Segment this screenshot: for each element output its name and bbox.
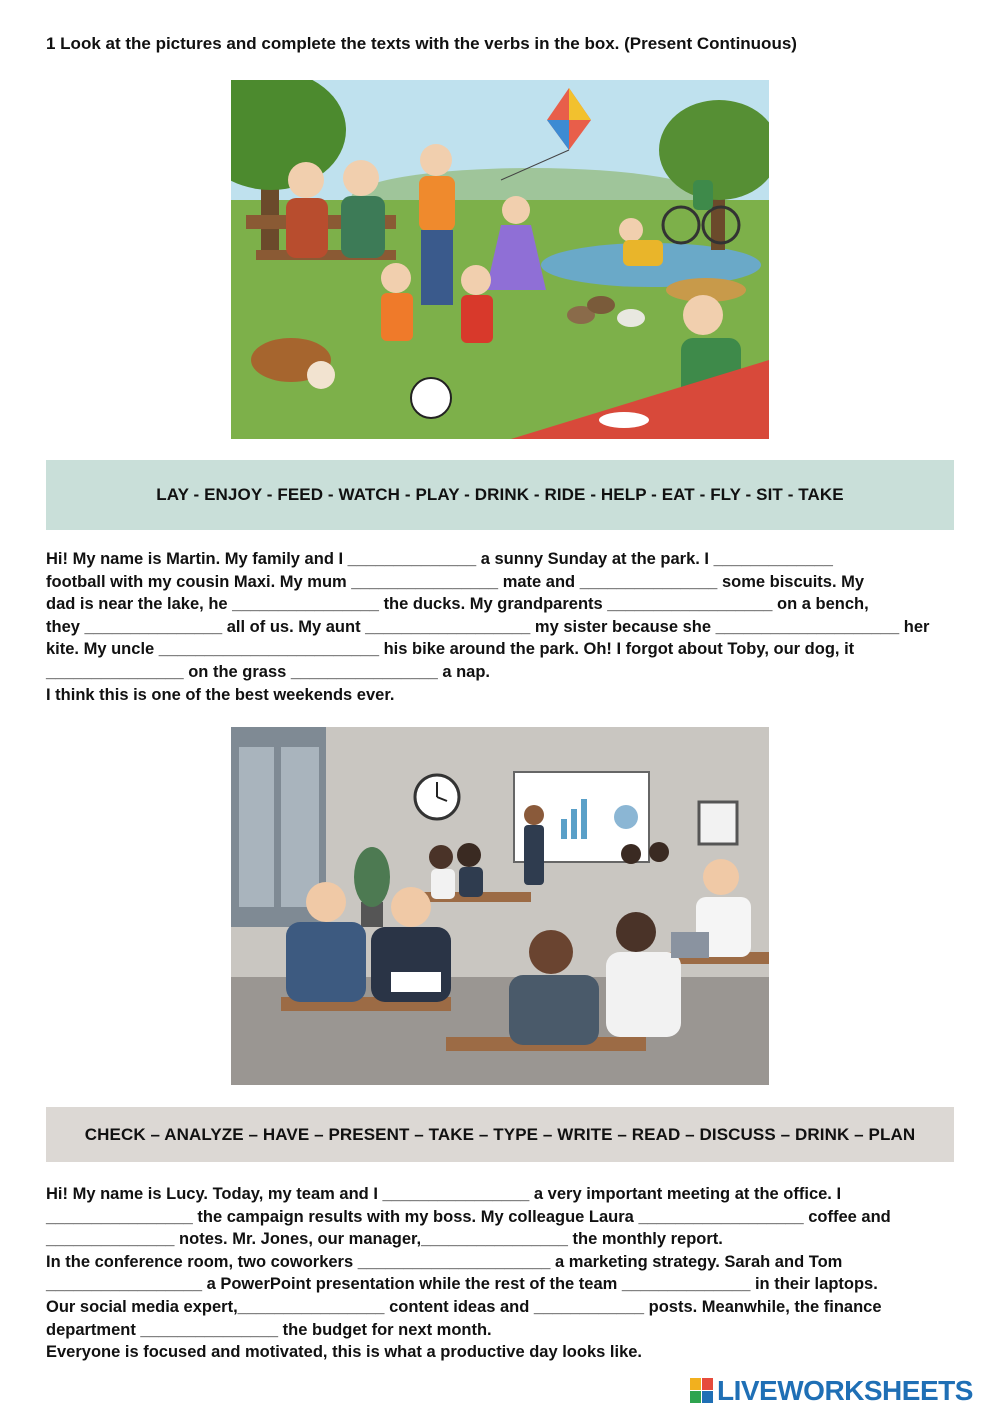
text-line: ______________ notes. Mr. Jones, our manager,________________ the monthly report. [46,1230,723,1249]
logo-mark-icon [690,1378,714,1404]
text-line: Hi! My name is Martin. My family and I ______________ a sunny Sunday at the park. I _____________ [46,550,833,568]
park-paragraph [46,548,958,706]
text-line: ________________ the campaign results with my boss. My colleague Laura __________________ coffee and [46,1207,891,1226]
text-line: Hi! My name is Lucy. Today, my team and I ________________ a very important meeting at the office. I [46,1185,842,1203]
text-line: football with my cousin Maxi. My mum ________________ mate and _______________ some biscuits. My [46,572,865,591]
verb-box-park: LAY - ENJOY - FEED - WATCH - PLAY - DRINK - RIDE - HELP - EAT - FLY - SIT - TAKE [46,460,954,530]
text-line: department _______________ the budget for next month. [46,1320,492,1339]
verb-box-office: CHECK – ANALYZE – HAVE – PRESENT – TAKE – TYPE – WRITE – READ – DISCUSS – DRINK – PLAN [46,1107,954,1162]
text-line: they _______________ all of us. My aunt __________________ my sister because she ____________________ her [46,617,930,636]
liveworksheets-logo[interactable] [690,1376,973,1406]
text-line: In the conference room, two coworkers _____________________ a marketing strategy. Sarah and Tom [46,1252,843,1271]
text-line: _________________ a PowerPoint presentation while the rest of the team ______________ in their laptops. [46,1275,878,1294]
instruction-heading: 1 Look at the pictures and complete the texts with the verbs in the box. (Present Continuous) [46,34,797,53]
text-line: I think this is one of the best weekends ever. [46,685,395,704]
office-paragraph [46,1183,958,1364]
text-line: dad is near the lake, he ________________ the ducks. My grandparents __________________ on a bench, [46,595,869,614]
text-line: kite. My uncle ________________________ his bike around the park. Oh! I forgot about Toby, our dog, it [46,640,855,659]
logo-text: LIVEWORKSHEETS [717,1375,973,1406]
text-line: _______________ on the grass ________________ a nap. [46,662,491,681]
office-scene-illustration [231,727,769,1085]
text-line: Everyone is focused and motivated, this is what a productive day looks like. [46,1343,643,1362]
text-line: Our social media expert,________________ content ideas and ____________ posts. Meanwhile, the finance [46,1297,882,1316]
park-scene-illustration [231,80,769,439]
